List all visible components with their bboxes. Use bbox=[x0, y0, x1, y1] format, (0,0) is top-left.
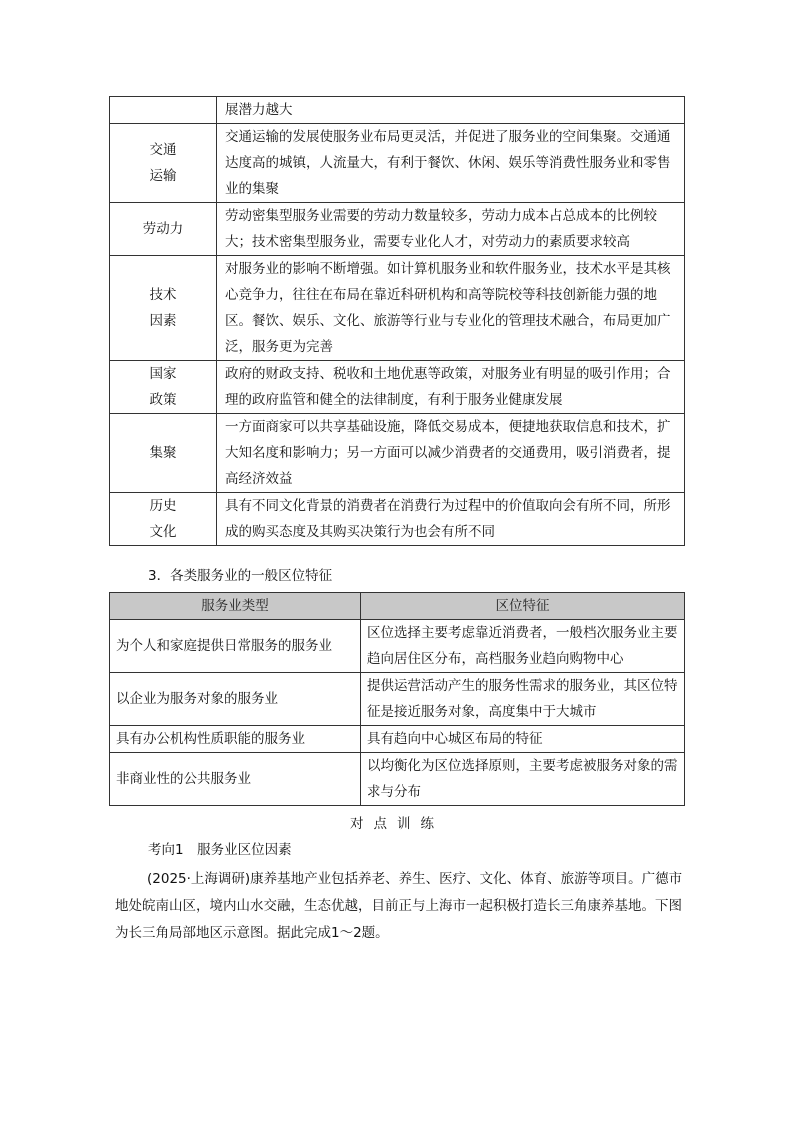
table-row bbox=[110, 124, 685, 203]
factor-name-line: 政策 bbox=[149, 392, 177, 408]
location-factors-table bbox=[109, 96, 685, 546]
table-row bbox=[110, 361, 685, 414]
factor-name-line: 运输 bbox=[149, 168, 177, 184]
factor-name-line: 技术 bbox=[149, 287, 177, 303]
table-row bbox=[110, 620, 685, 673]
table-row bbox=[110, 203, 685, 256]
factor-description: 一方面商家可以共享基础设施，降低交易成本，便捷地获取信息和技术，扩大知名度和影响力；另一方面可以减少消费者的交通费用，吸引消费者，提高经济效益 bbox=[217, 414, 685, 493]
table-row bbox=[110, 493, 685, 546]
column-header: 服务业类型 bbox=[110, 593, 361, 620]
factor-description: 对服务业的影响不断增强。如计算机服务业和软件服务业，技术水平是其核心竞争力，往往在布局在靠近科研机构和高等院校等科技创新能力强的地区。餐饮、娱乐、文化、旅游等行业与专业化的管理技术融合，布局更加广泛，服务更为完善 bbox=[217, 256, 685, 361]
factor-description: 政府的财政支持、税收和土地优惠等政策，对服务业有明显的吸引作用；合理的政府监管和健全的法律制度，有利于服务业健康发展 bbox=[217, 361, 685, 414]
factor-description: 展潜力越大 bbox=[217, 97, 685, 124]
factor-cell bbox=[110, 97, 217, 124]
service-table-head bbox=[110, 593, 685, 620]
question-paragraph: (2025·上海调研)康养基地产业包括养老、养生、医疗、文化、体育、旅游等项目。广德市地处皖南山区，境内山水交融，生态优越，目前正与上海市一起积极打造长三角康养基地。下图为长三角局部地区示意图。据此完成1～2题。 bbox=[115, 871, 683, 941]
table-header-row bbox=[110, 593, 685, 620]
service-type-cell: 非商业性的公共服务业 bbox=[110, 753, 361, 806]
service-table-body bbox=[110, 620, 685, 806]
factor-cell bbox=[110, 256, 217, 361]
factors-table-body bbox=[110, 97, 685, 546]
service-type-cell: 为个人和家庭提供日常服务的服务业 bbox=[110, 620, 361, 673]
factor-name-line: 文化 bbox=[149, 524, 177, 540]
table-row bbox=[110, 97, 685, 124]
factor-name-line: 集聚 bbox=[149, 445, 177, 461]
table-row bbox=[110, 256, 685, 361]
factor-name-line: 历史 bbox=[149, 498, 177, 514]
factor-cell bbox=[110, 124, 217, 203]
section-title: 3．各类服务业的一般区位特征 bbox=[148, 568, 333, 584]
service-type-cell: 具有办公机构性质职能的服务业 bbox=[110, 726, 361, 753]
factor-cell bbox=[110, 203, 217, 256]
location-feature-cell: 具有趋向中心城区布局的特征 bbox=[361, 726, 685, 753]
location-feature-cell: 提供运营活动产生的服务性需求的服务业，其区位特征是接近服务对象，高度集中于大城市 bbox=[361, 673, 685, 726]
factor-cell bbox=[110, 361, 217, 414]
factor-name-line: 劳动力 bbox=[142, 221, 184, 237]
column-header: 区位特征 bbox=[361, 593, 685, 620]
practice-heading: 对点训练 bbox=[350, 816, 444, 832]
service-type-cell: 以企业为服务对象的服务业 bbox=[110, 673, 361, 726]
factor-cell bbox=[110, 414, 217, 493]
factor-cell bbox=[110, 493, 217, 546]
table-row bbox=[110, 673, 685, 726]
factor-name-line: 交通 bbox=[149, 142, 177, 158]
location-feature-cell: 区位选择主要考虑靠近消费者，一般档次服务业主要趋向居住区分布，高档服务业趋向购物中心 bbox=[361, 620, 685, 673]
factor-description: 具有不同文化背景的消费者在消费行为过程中的价值取向会有所不同，所形成的购买态度及其购买决策行为也会有所不同 bbox=[217, 493, 685, 546]
factor-name-line: 因素 bbox=[149, 313, 177, 329]
table-row bbox=[110, 414, 685, 493]
location-feature-cell: 以均衡化为区位选择原则，主要考虑被服务对象的需求与分布 bbox=[361, 753, 685, 806]
service-location-table bbox=[109, 592, 685, 806]
table-row bbox=[110, 753, 685, 806]
factor-description: 交通运输的发展使服务业布局更灵活，并促进了服务业的空间集聚。交通通达度高的城镇，人流量大，有利于餐饮、休闲、娱乐等消费性服务业和零售业的集聚 bbox=[217, 124, 685, 203]
direction-label: 考向1 服务业区位因素 bbox=[148, 842, 292, 858]
table-row bbox=[110, 726, 685, 753]
factor-name-line: 国家 bbox=[149, 366, 177, 382]
factor-description: 劳动密集型服务业需要的劳动力数量较多，劳动力成本占总成本的比例较大；技术密集型服务业，需要专业化人才，对劳动力的素质要求较高 bbox=[217, 203, 685, 256]
